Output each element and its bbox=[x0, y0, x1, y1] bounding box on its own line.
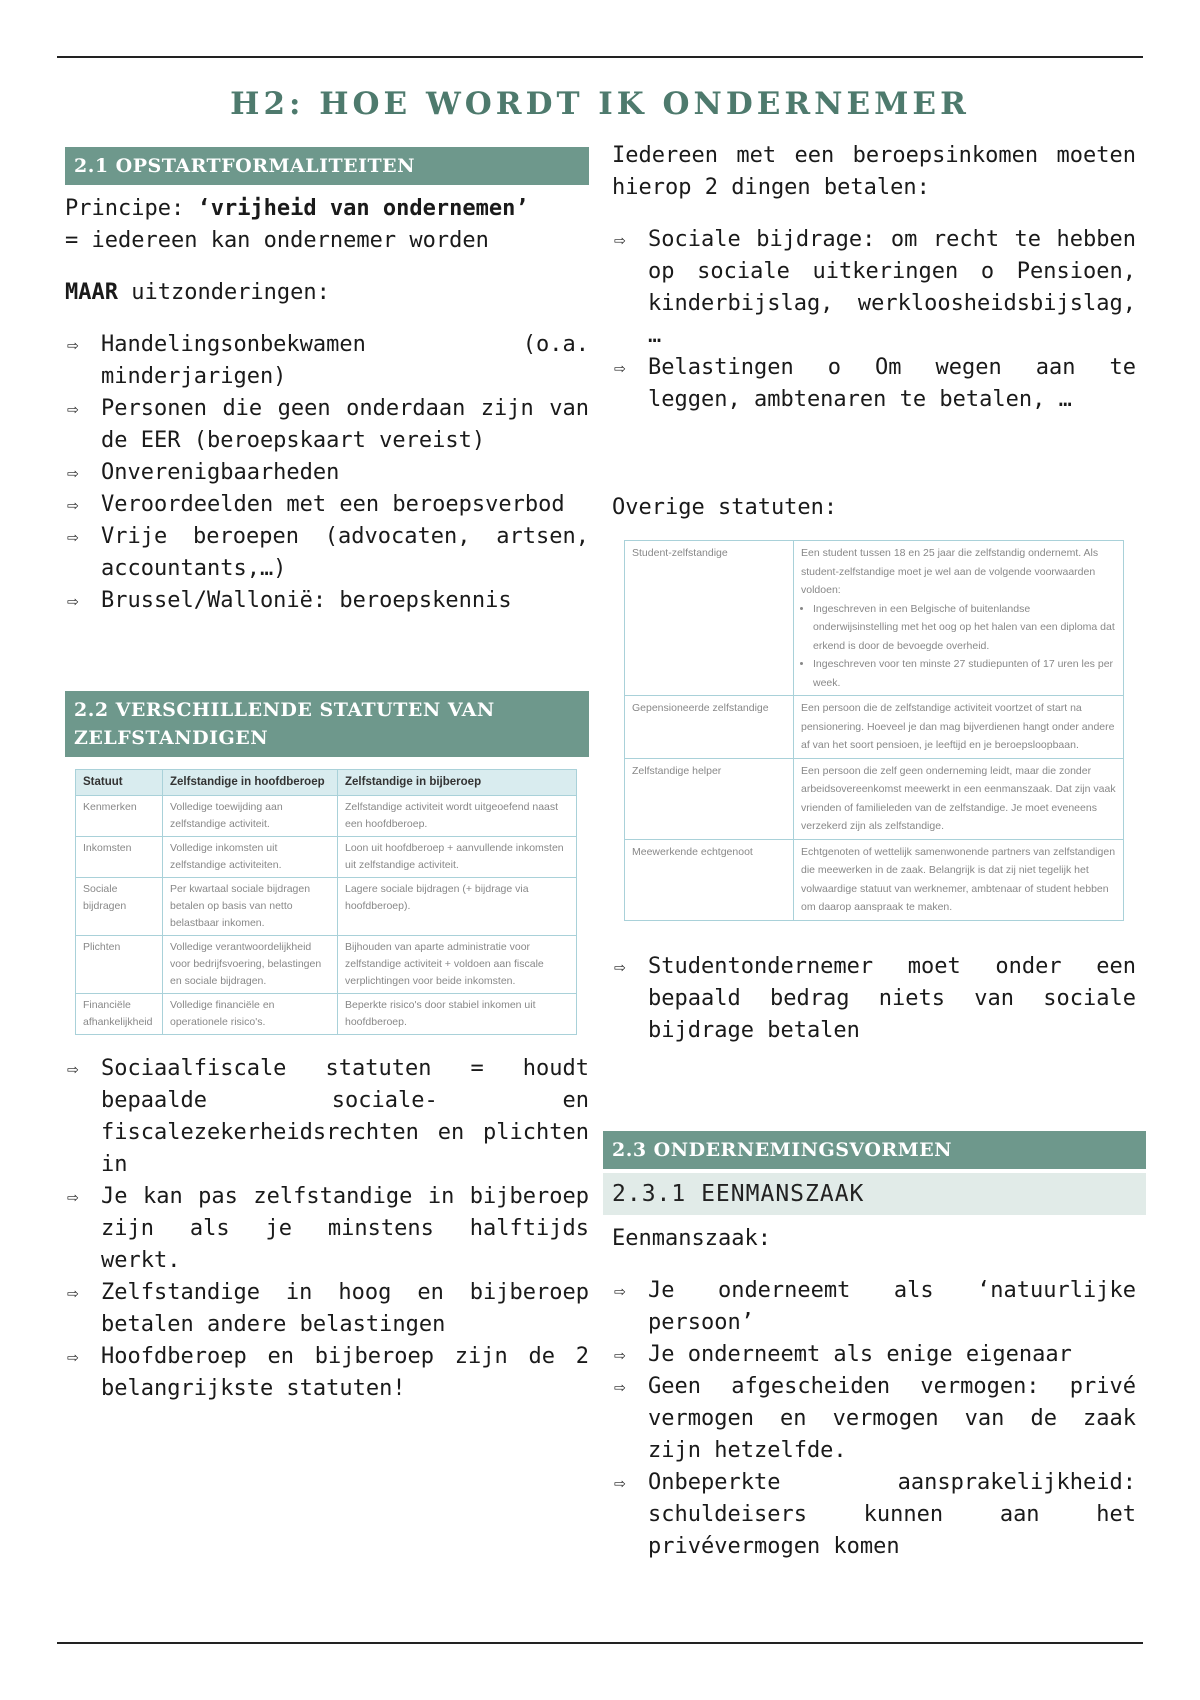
arrow-right-icon: ⇨ bbox=[614, 229, 626, 251]
arrow-right-icon: ⇨ bbox=[67, 398, 79, 420]
table-header: Zelfstandige in hoofdberoep bbox=[163, 770, 338, 796]
principe-term: ‘vrijheid van ondernemen’ bbox=[197, 196, 529, 221]
section-2-2-heading: 2.2 VERSCHILLENDE STATUTEN VAN ZELFSTANDIGEN bbox=[65, 691, 589, 757]
overige-label: Overige statuten: bbox=[612, 495, 838, 520]
arrow-right-icon: ⇨ bbox=[67, 590, 79, 612]
eenmanszaak-label: Eenmanszaak: bbox=[612, 1225, 771, 1251]
table-row: Student-zelfstandige Een student tussen 18 en 25 jaar die zelfstandig ondernemt. Als student-zelfstandige moet je wel aan de volgende voorwaarden voldoen: • Ingeschreven in een Belgische of buitenlandse onderwijsinstelling met het oog op het halen van een diploma dat erkend is door de bevoegde overheid. • Ingeschreven voor ten minste 27 studiepunten of 17 uren les per week. bbox=[625, 541, 1124, 696]
table-row: Plichten Volledige verantwoordelijkheid voor bedrijfsvoering, belastingen en sociale bijdragen. Bijhouden van aparte administratie voor zelfstandige activiteit + voldoen aan fiscale verplichtingen voor beide inkomsten. bbox=[76, 936, 577, 994]
table-row: Zelfstandige helper Een persoon die zelf geen onderneming leidt, maar die zonder arbeidsovereenkomst meewerkt in een eenmanszaak. Dat zijn vaak vrienden of familieleden van de zelfstandige. Je moet eveneens verzekerd zijn als zelfstandige. bbox=[625, 758, 1124, 839]
maar-line bbox=[65, 277, 589, 309]
exceptions-list bbox=[65, 329, 589, 617]
maar-rest: uitzonderingen: bbox=[117, 280, 330, 305]
right-column bbox=[612, 140, 1136, 1563]
arrow-right-icon: ⇨ bbox=[67, 334, 79, 356]
table-row: Sociale bijdragen Per kwartaal sociale bijdragen betalen op basis van netto belastbaar inkomen. Lagere sociale bijdragen (+ bijdrage via hoofdberoep). bbox=[76, 878, 577, 936]
list-item: ⇨ Je onderneemt als enige eigenaar bbox=[612, 1339, 1136, 1371]
student-note-list bbox=[612, 951, 1136, 1047]
other-statutes-table bbox=[624, 540, 1124, 921]
payments-list bbox=[612, 224, 1136, 416]
principe-prefix: Principe: bbox=[65, 196, 198, 221]
section-2-3-heading: 2.3 ONDERNEMINGSVORMEN bbox=[603, 1131, 1146, 1169]
list-item: ⇨ Geen afgescheiden vermogen: privé vermogen en vermogen van de zaak zijn hetzelfde. bbox=[612, 1371, 1136, 1467]
section-2-3-1-heading: 2.3.1 EENMANSZAAK bbox=[603, 1173, 1146, 1215]
table-header: Zelfstandige in bijberoep bbox=[338, 770, 577, 796]
eenmanszaak-list bbox=[612, 1275, 1136, 1563]
list-item: ⇨ Veroordeelden met een beroepsverbod bbox=[65, 489, 589, 521]
arrow-right-icon: ⇨ bbox=[614, 1279, 626, 1302]
statuten-table bbox=[75, 769, 577, 1035]
principe-definition: = iedereen kan ondernemer worden bbox=[65, 228, 489, 253]
section-2-1-heading: 2.1 OPSTARTFORMALITEITEN bbox=[65, 147, 589, 185]
table-header: Statuut bbox=[76, 770, 163, 796]
arrow-right-icon: ⇨ bbox=[614, 357, 626, 379]
student-conditions: • Ingeschreven in een Belgische of buitenlandse onderwijsinstelling met het oog op het halen van een diploma dat erkend is door de bevoegde overheid. • Ingeschreven voor ten minste 27 studiepunten of 17 uren les per week. bbox=[801, 600, 1116, 693]
arrow-right-icon: ⇨ bbox=[67, 526, 79, 548]
top-rule bbox=[57, 56, 1143, 58]
list-item: ⇨ Hoofdberoep en bijberoep zijn de 2 belangrijkste statuten! bbox=[65, 1341, 589, 1405]
list-item: ⇨ Brussel/Wallonië: beroepskennis bbox=[65, 585, 589, 617]
left-column bbox=[65, 140, 589, 1405]
table-header-row bbox=[76, 770, 577, 796]
table-row: Gepensioneerde zelfstandige Een persoon die de zelfstandige activiteit voortzet of start na pensionering. Hoeveel je dan mag bijverdienen hangt onder andere af van het soort pensioen, je leeftijd en je beroepsloopbaan. bbox=[625, 696, 1124, 759]
list-item: ⇨ Sociale bijdrage: om recht te hebben op sociale uitkeringen o Pensioen, kinderbijslag, werkloosheidsbijslag, … bbox=[612, 224, 1136, 352]
list-item: ⇨ Je kan pas zelfstandige in bijberoep zijn als je minstens halftijds werkt. bbox=[65, 1181, 589, 1277]
principe-line bbox=[65, 193, 589, 225]
arrow-right-icon: ⇨ bbox=[67, 1282, 79, 1304]
list-item: ⇨ Sociaalfiscale statuten = houdt bepaalde sociale- en fiscalezekerheidsrechten en plichten in bbox=[65, 1053, 589, 1181]
list-item: ⇨ Onverenigbaarheden bbox=[65, 457, 589, 489]
list-item: ⇨ Zelfstandige in hoog en bijberoep betalen andere belastingen bbox=[65, 1277, 589, 1341]
maar-word: MAAR bbox=[65, 280, 118, 305]
arrow-right-icon: ⇨ bbox=[67, 1186, 79, 1208]
arrow-right-icon: ⇨ bbox=[614, 955, 626, 978]
page-title: H2: HOE WORDT IK ONDERNEMER bbox=[230, 86, 970, 122]
intro-text: Iedereen met een beroepsinkomen moeten hierop 2 dingen betalen: bbox=[612, 143, 1136, 200]
table-row: Meewerkende echtgenoot Echtgenoten of wettelijk samenwonende partners van zelfstandigen die meewerken in de zaak. Belangrijk is dat zij niet tegelijk het volwaardige statuut van werknemer, ambtenaar of student hebben om daarop aanspraak te maken. bbox=[625, 839, 1124, 920]
list-item: ⇨ Handelingsonbekwamen (o.a. minderjarigen) bbox=[65, 329, 589, 393]
arrow-right-icon: ⇨ bbox=[67, 1346, 79, 1368]
list-item: ⇨ Vrije beroepen (advocaten, artsen, accountants,…) bbox=[65, 521, 589, 585]
list-item: ⇨ Studentondernemer moet onder een bepaald bedrag niets van sociale bijdrage betalen bbox=[612, 951, 1136, 1047]
statuten-notes-list bbox=[65, 1053, 589, 1405]
table-row: Kenmerken Volledige toewijding aan zelfstandige activiteit. Zelfstandige activiteit wordt uitgeoefend naast een hoofdberoep. bbox=[76, 796, 577, 837]
table-row: Inkomsten Volledige inkomsten uit zelfstandige activiteiten. Loon uit hoofdberoep + aanvullende inkomsten uit zelfstandige activiteit. bbox=[76, 837, 577, 878]
list-item: ⇨ Onbeperkte aansprakelijkheid: schuldeisers kunnen aan het privévermogen komen bbox=[612, 1467, 1136, 1563]
list-item: ⇨ Je onderneemt als ‘natuurlijke persoon’ bbox=[612, 1275, 1136, 1339]
arrow-right-icon: ⇨ bbox=[67, 494, 79, 516]
arrow-right-icon: ⇨ bbox=[67, 462, 79, 484]
list-item: ⇨ Belastingen o Om wegen aan te leggen, ambtenaren te betalen, … bbox=[612, 352, 1136, 416]
arrow-right-icon: ⇨ bbox=[67, 1058, 79, 1080]
arrow-right-icon: ⇨ bbox=[614, 1375, 626, 1398]
bottom-rule bbox=[57, 1642, 1143, 1644]
arrow-right-icon: ⇨ bbox=[614, 1471, 626, 1494]
arrow-right-icon: ⇨ bbox=[614, 1343, 626, 1366]
list-item: ⇨ Personen die geen onderdaan zijn van de EER (beroepskaart vereist) bbox=[65, 393, 589, 457]
table-row: Financiële afhankelijkheid Volledige financiële en operationele risico's. Beperkte risico's door stabiel inkomen uit hoofdberoep. bbox=[76, 994, 577, 1035]
